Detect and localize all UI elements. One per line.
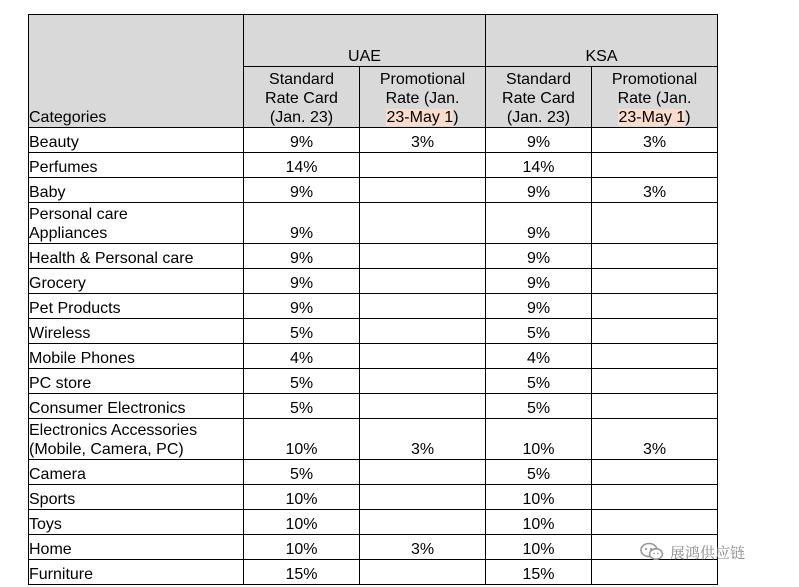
ksa-standard-cell: 9%: [486, 203, 592, 244]
uae-standard-cell: 4%: [244, 344, 360, 369]
table-row: [29, 319, 718, 344]
table-row: [29, 178, 718, 203]
category-line-1: Electronics Accessories: [29, 422, 198, 439]
table-row: [29, 560, 718, 585]
ksa-standard-cell: 10%: [486, 485, 592, 510]
promo-l3-highlight: 23-May 1: [386, 109, 454, 126]
ksa-standard-cell: 9%: [486, 294, 592, 319]
uae-promo-cell: [360, 203, 486, 244]
uae-promo-cell: [360, 344, 486, 369]
uae-standard-cell: 15%: [244, 560, 360, 585]
table-row: [29, 269, 718, 294]
uae-promo-cell: [360, 319, 486, 344]
std-l3: (Jan. 23): [269, 109, 334, 126]
categories-header: Categories: [29, 15, 244, 128]
category-cell: Home: [29, 535, 244, 560]
ksa-promo-cell: [592, 153, 718, 178]
group-header-row: [29, 15, 718, 67]
ksa-standard-cell: 4%: [486, 344, 592, 369]
uae-standard-cell: 5%: [244, 460, 360, 485]
uae-standard-cell: 10%: [244, 510, 360, 535]
uae-standard-cell: 9%: [244, 244, 360, 269]
category-line-2: Appliances: [29, 225, 108, 242]
uae-promo-cell: 3%: [360, 128, 486, 153]
promo-l3-end: ): [685, 109, 691, 126]
category-line-1: Personal care: [29, 206, 128, 223]
uae-promo-cell: 3%: [360, 535, 486, 560]
promo-l2: Rate (Jan.: [617, 90, 692, 107]
ksa-standard-cell: 9%: [486, 269, 592, 294]
table-row: [29, 294, 718, 319]
ksa-promo-cell: 3%: [592, 419, 718, 460]
uae-promo-cell: 3%: [360, 419, 486, 460]
uae-standard-cell: 9%: [244, 203, 360, 244]
uae-promo-cell: [360, 369, 486, 394]
uae-standard-cell: 9%: [244, 294, 360, 319]
ksa-standard-cell: 14%: [486, 153, 592, 178]
uae-promo-cell: [360, 153, 486, 178]
category-cell: Pet Products: [29, 294, 244, 319]
uae-promo-cell: [360, 485, 486, 510]
category-cell: Consumer Electronics: [29, 394, 244, 419]
uae-standard-cell: 5%: [244, 319, 360, 344]
promo-l3-highlight: 23-May 1: [618, 109, 686, 126]
category-cell: Wireless: [29, 319, 244, 344]
uae-promo-cell: [360, 460, 486, 485]
ksa-standard-cell: 10%: [486, 419, 592, 460]
ksa-group-header: KSA: [486, 15, 718, 67]
table-row: [29, 510, 718, 535]
std-l1: Standard: [269, 71, 334, 88]
uae-standard-header: [244, 67, 360, 128]
ksa-standard-cell: 9%: [486, 244, 592, 269]
category-cell: Sports: [29, 485, 244, 510]
ksa-standard-cell: 10%: [486, 535, 592, 560]
table-row: [29, 460, 718, 485]
category-cell: Grocery: [29, 269, 244, 294]
uae-standard-cell: 9%: [244, 128, 360, 153]
ksa-promo-cell: [592, 394, 718, 419]
table-row: [29, 153, 718, 178]
uae-standard-cell: 10%: [244, 485, 360, 510]
promo-l3-end: ): [453, 109, 459, 126]
uae-standard-cell: 14%: [244, 153, 360, 178]
table-row: [29, 203, 718, 244]
ksa-standard-cell: 5%: [486, 319, 592, 344]
watermark-text: 展鸿供应链: [670, 544, 746, 562]
ksa-promo-cell: [592, 319, 718, 344]
uae-standard-cell: 9%: [244, 178, 360, 203]
cropped-caption-text: [30, 0, 360, 8]
uae-promo-cell: [360, 510, 486, 535]
ksa-promo-cell: [592, 244, 718, 269]
promo-l2: Rate (Jan.: [385, 90, 460, 107]
uae-promo-cell: [360, 269, 486, 294]
table-row: [29, 485, 718, 510]
ksa-standard-cell: 5%: [486, 394, 592, 419]
ksa-promo-cell: 3%: [592, 128, 718, 153]
category-cell: [29, 203, 244, 244]
ksa-promo-cell: [592, 203, 718, 244]
uae-promo-cell: [360, 244, 486, 269]
ksa-promo-cell: [592, 294, 718, 319]
category-cell: Health & Personal care: [29, 244, 244, 269]
category-cell: PC store: [29, 369, 244, 394]
ksa-standard-header: [486, 67, 592, 128]
ksa-promo-cell: [592, 460, 718, 485]
uae-standard-cell: 10%: [244, 419, 360, 460]
uae-standard-cell: 9%: [244, 269, 360, 294]
category-cell: Mobile Phones: [29, 344, 244, 369]
ksa-promotional-header: [592, 67, 718, 128]
table-row: [29, 369, 718, 394]
category-cell: Toys: [29, 510, 244, 535]
ksa-standard-cell: 5%: [486, 460, 592, 485]
table-row: [29, 128, 718, 153]
ksa-promo-cell: [592, 344, 718, 369]
uae-promo-cell: [360, 560, 486, 585]
uae-promo-cell: [360, 178, 486, 203]
category-cell: Furniture: [29, 560, 244, 585]
uae-promotional-header: [360, 67, 486, 128]
uae-standard-cell: 10%: [244, 535, 360, 560]
table-row: [29, 419, 718, 460]
uae-promo-cell: [360, 394, 486, 419]
ksa-standard-cell: 9%: [486, 178, 592, 203]
promo-l1: Promotional: [611, 71, 698, 88]
std-l2: Rate Card: [265, 90, 338, 107]
category-cell: Beauty: [29, 128, 244, 153]
wechat-icon: [640, 542, 664, 562]
ksa-standard-cell: 15%: [486, 560, 592, 585]
ksa-promo-cell: [592, 485, 718, 510]
category-cell: Perfumes: [29, 153, 244, 178]
std-l1: Standard: [506, 71, 571, 88]
std-l3: (Jan. 23): [506, 109, 571, 126]
category-cell: [29, 419, 244, 460]
table-row: [29, 535, 718, 560]
ksa-promo-cell: 3%: [592, 178, 718, 203]
uae-promo-cell: [360, 294, 486, 319]
ksa-standard-cell: 5%: [486, 369, 592, 394]
promo-l1: Promotional: [379, 71, 466, 88]
ksa-standard-cell: 9%: [486, 128, 592, 153]
ksa-promo-cell: [592, 269, 718, 294]
ksa-standard-cell: 10%: [486, 510, 592, 535]
category-cell: Baby: [29, 178, 244, 203]
category-cell: Camera: [29, 460, 244, 485]
uae-standard-cell: 5%: [244, 369, 360, 394]
table-row: [29, 394, 718, 419]
wechat-watermark: [640, 537, 745, 567]
std-l2: Rate Card: [502, 90, 575, 107]
category-line-2: (Mobile, Camera, PC): [29, 441, 184, 458]
table-row: [29, 344, 718, 369]
uae-standard-cell: 5%: [244, 394, 360, 419]
table-row: [29, 244, 718, 269]
ksa-promo-cell: [592, 510, 718, 535]
ksa-promo-cell: [592, 369, 718, 394]
commission-rates-table: [28, 14, 718, 585]
uae-group-header: UAE: [244, 15, 486, 67]
